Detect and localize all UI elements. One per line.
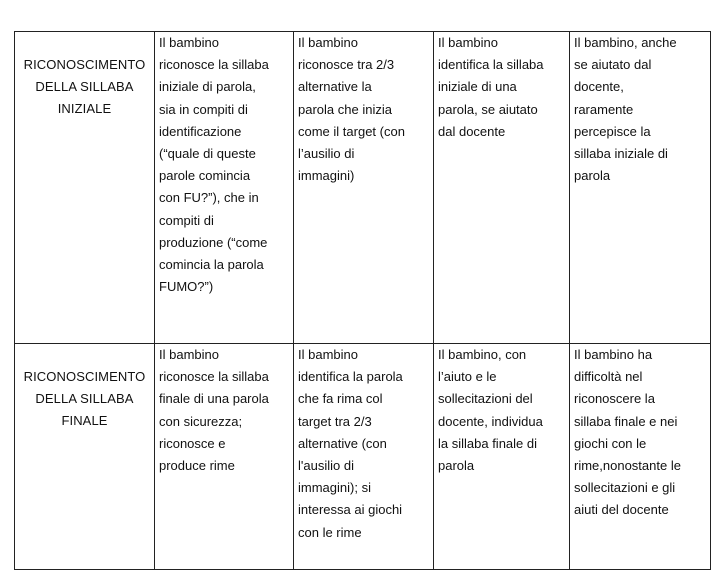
- level-2-cell: [294, 32, 434, 344]
- table-row-sillaba-finale: [15, 344, 711, 570]
- level-3-cell: [434, 32, 570, 344]
- level-3-cell: [434, 344, 570, 570]
- level-4-cell: [570, 344, 711, 570]
- level-3-description: Il bambino, con l’aiuto e le sollecitazioni del docente, individua la sillaba finale di parola: [438, 347, 543, 474]
- level-2-description: Il bambino identifica la parola che fa rima col target tra 2/3 alternative (con l'ausilio di immagini); si interessa ai giochi con le rime: [298, 347, 403, 540]
- level-2-cell: [294, 344, 434, 570]
- row-heading-sillaba-iniziale: RICONOSCIMENTO DELLA SILLABA INIZIALE: [23, 57, 146, 117]
- level-4-description: Il bambino, anche se aiutato dal docente, raramente percepisce la sillaba iniziale di parola: [574, 35, 677, 184]
- level-1-cell: [155, 344, 294, 570]
- row-heading-cell: [15, 32, 155, 344]
- level-2-description: Il bambino riconosce tra 2/3 alternative la parola che inizia come il target (con l’ausilio di immagini): [298, 35, 405, 184]
- row-heading-sillaba-finale: RICONOSCIMENTO DELLA SILLABA FINALE: [23, 369, 146, 429]
- assessment-rubric-table: [14, 31, 711, 570]
- level-4-description: Il bambino ha difficoltà nel riconoscere la sillaba finale e nei giochi con le rime,nonostante le sollecitazioni e gli aiuti del docente: [574, 347, 681, 518]
- level-1-cell: [155, 32, 294, 344]
- level-1-description: Il bambino riconosce la sillaba finale di una parola con sicurezza; riconosce e produce rime: [159, 347, 269, 474]
- row-heading-cell: [15, 344, 155, 570]
- level-1-description: Il bambino riconosce la sillaba iniziale di parola, sia in compiti di identificazione (“quale di queste parole comincia con FU?”), che in compiti di produzione (“come comincia la parola FUMO?”): [159, 35, 269, 295]
- level-3-description: Il bambino identifica la sillaba iniziale di una parola, se aiutato dal docente: [438, 35, 544, 139]
- table-row-sillaba-iniziale: [15, 32, 711, 344]
- level-4-cell: [570, 32, 711, 344]
